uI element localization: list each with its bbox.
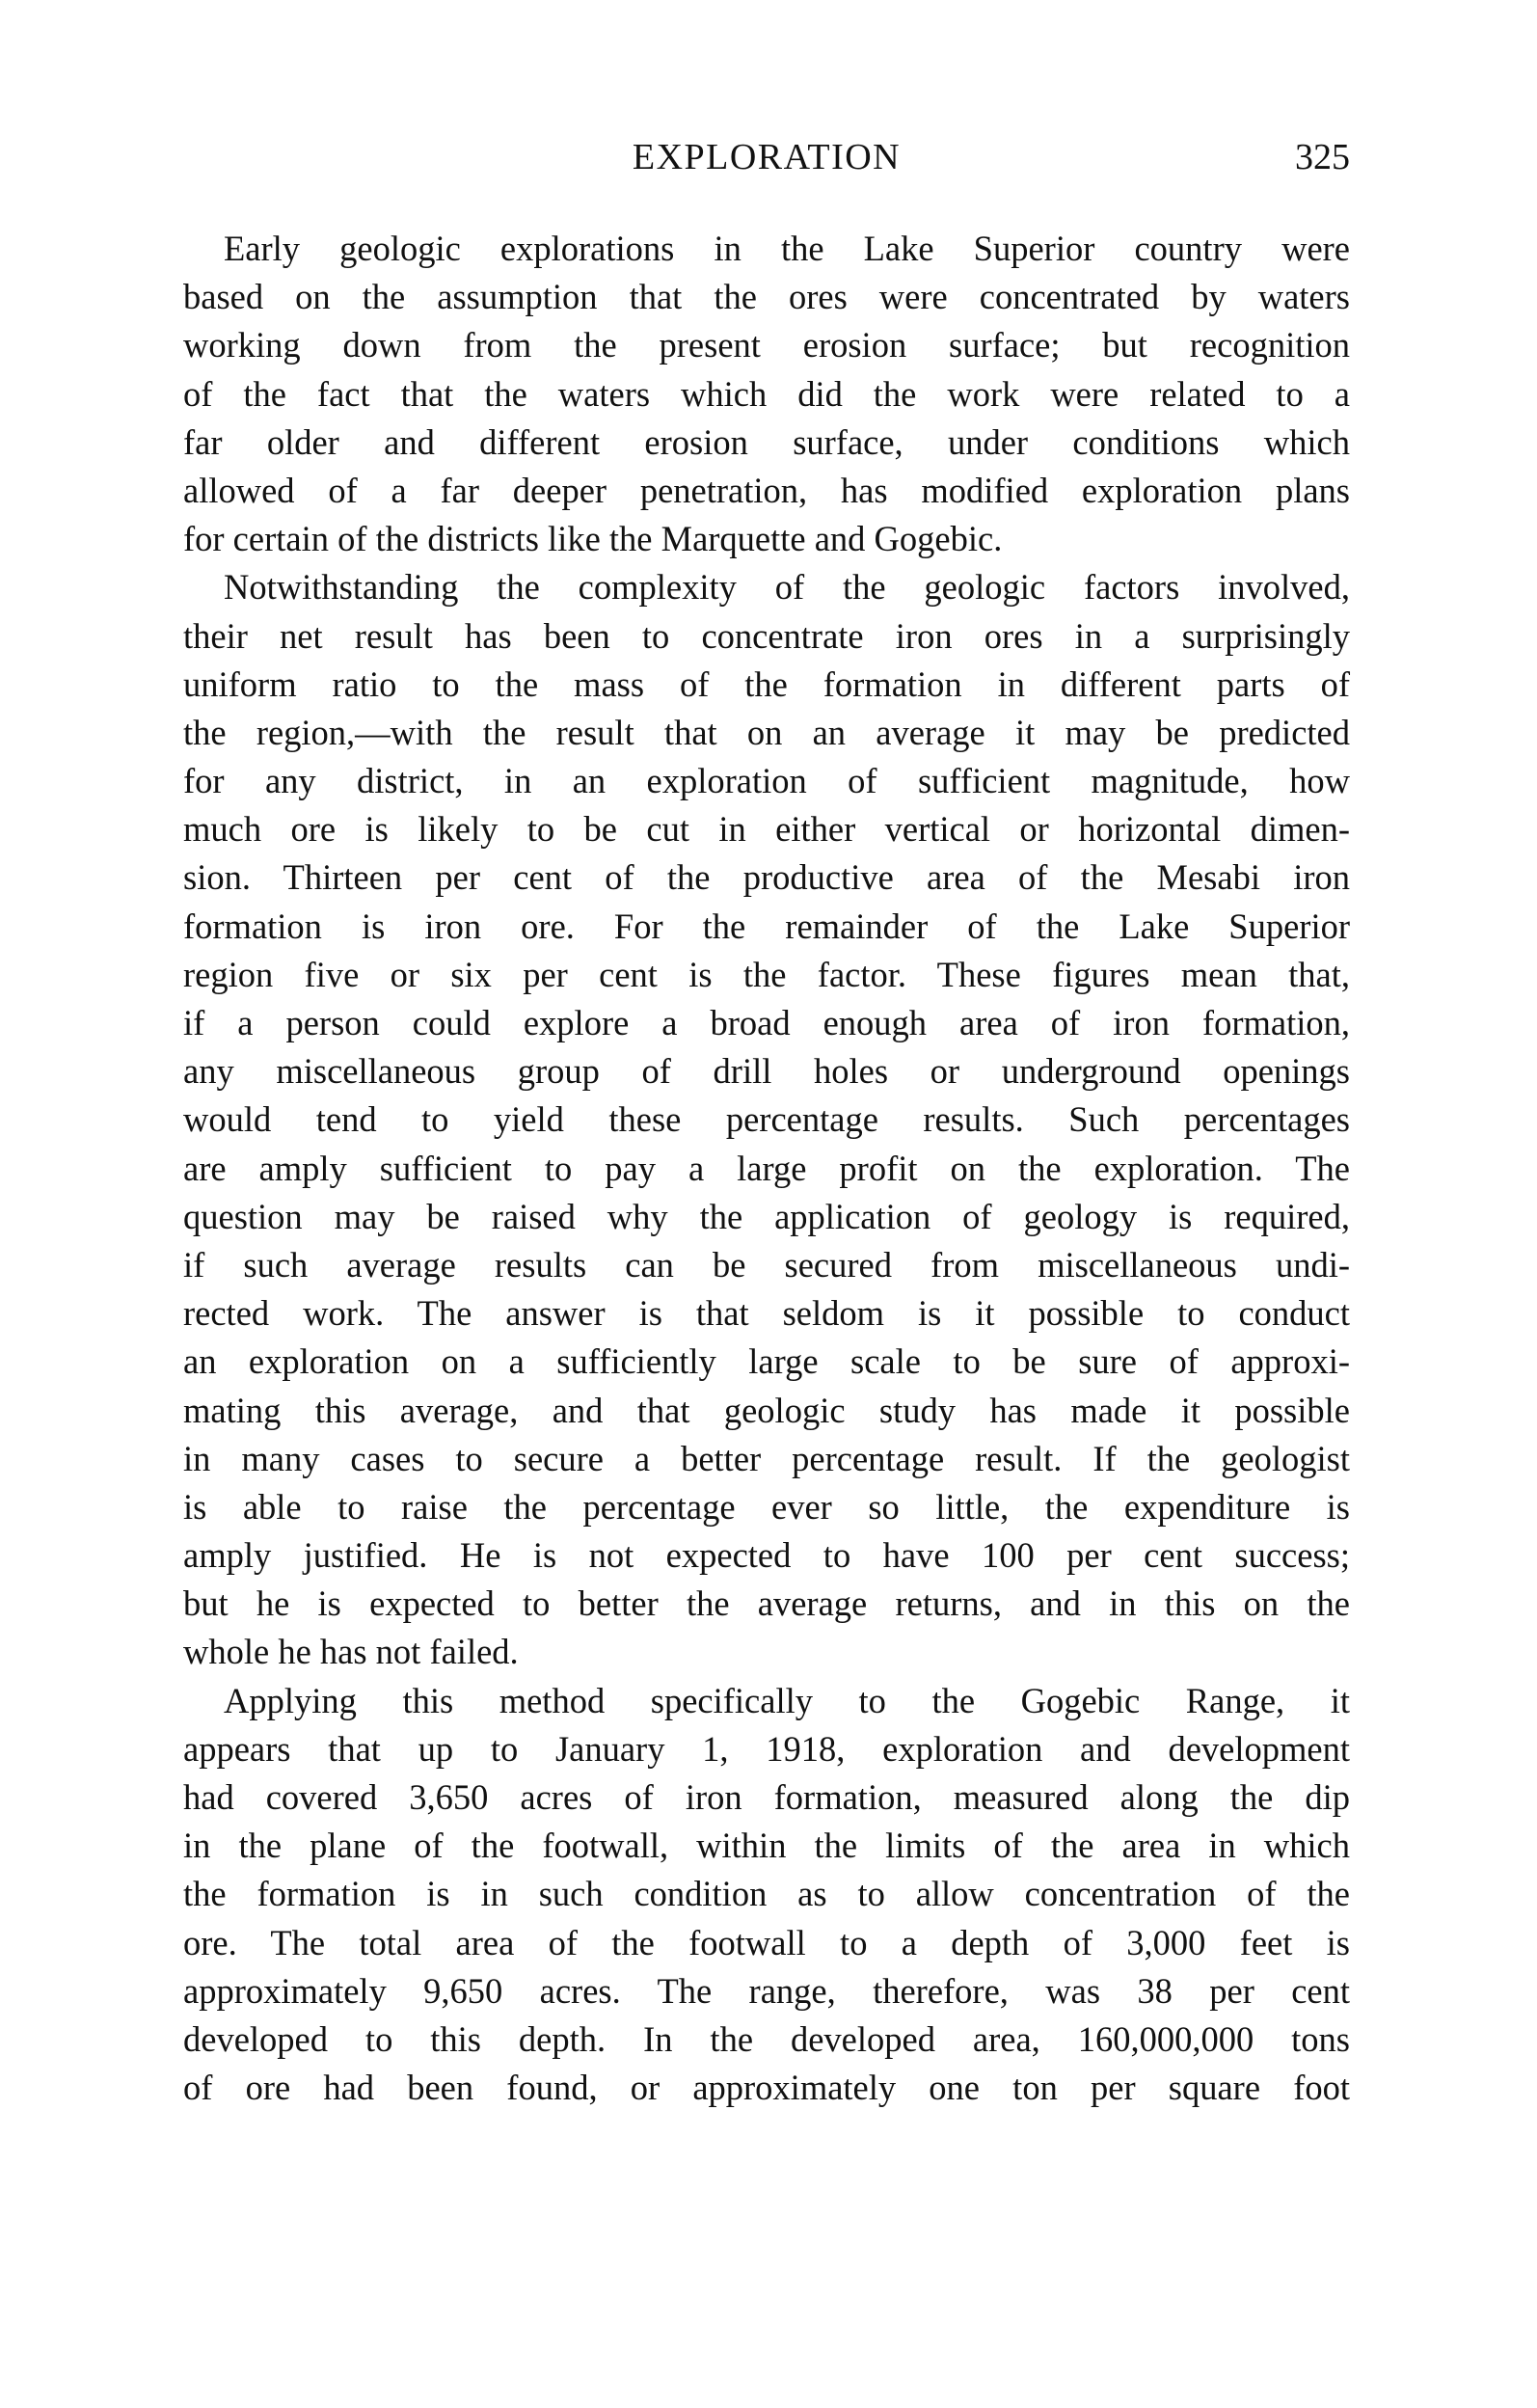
text-line: any miscellaneous group of drill holes or underground openings [183,1051,1350,1092]
text-line: if a person could explore a broad enough area of iron formation, [183,1003,1350,1042]
text-line: but he is expected to better the average returns, and in this on the [183,1583,1350,1624]
text-line: mating this average, and that geologic study has made it possible [183,1390,1350,1430]
body-text [183,225,1350,2112]
text-line: the formation is in such condition as to allow concentration of the [183,1874,1350,1914]
text-line: uniform ratio to the mass of the formation in different parts of [183,663,1350,704]
text-line: the region,—with the result that on an average it may be predicted [183,712,1350,752]
text-line: would tend to yield these percentage results. Such percentages [183,1099,1350,1140]
paragraph-3 [183,1677,1350,2113]
text-line: Notwithstanding the complexity of the geologic factors involved, [224,567,1350,608]
text-line: if such average results can be secured from miscellaneous undi- [183,1244,1350,1285]
text-line: developed to this depth. In the developed area, 160,000,000 tons [183,2018,1350,2059]
running-head [183,133,1350,181]
text-line: had covered 3,650 acres of iron formation, measured along the dip [183,1777,1350,1817]
text-line: region five or six per cent is the factor. These figures mean that, [183,954,1350,994]
text-line: their net result has been to concentrate iron ores in a surprisingly [183,615,1350,656]
text-line: Applying this method specifically to the Gogebic Range, it [224,1680,1350,1720]
text-line: approximately 9,650 acres. The range, therefore, was 38 per cent [183,1970,1350,2011]
text-line: allowed of a far deeper penetration, has modified exploration plans [183,470,1350,510]
text-line: is able to raise the percentage ever so little, the expenditure is [183,1486,1350,1527]
paragraph-2 [183,563,1350,1676]
text-line: much ore is likely to be cut in either vertical or horizontal dimen- [183,809,1350,850]
text-line: for any district, in an exploration of sufficient magnitude, how [183,761,1350,801]
text-line: rected work. The answer is that seldom is it possible to conduct [183,1293,1350,1334]
text-line: Early geologic explorations in the Lake Superior country were [224,229,1350,268]
page-number: 325 [1295,137,1350,177]
text-line: of the fact that the waters which did the work were related to a [183,373,1350,414]
text-line: of ore had been found, or approximately one ton per square foot [183,2068,1350,2108]
text-line: are amply sufficient to pay a large profit on the exploration. The [183,1148,1350,1188]
running-title: EXPLORATION [632,137,902,177]
text-line: formation is iron ore. For the remainder of the Lake Superior [183,906,1350,946]
text-line: whole he has not failed. [183,1632,519,1672]
text-line: ore. The total area of the footwall to a depth of 3,000 feet is [183,1922,1350,1962]
text-line: far older and different erosion surface, under conditions which [183,421,1350,462]
text-line: an exploration on a sufficiently large scale to be sure of approxi- [183,1341,1350,1382]
paragraph-1 [183,225,1350,563]
text-line: sion. Thirteen per cent of the productive area of the Mesabi iron [183,857,1350,898]
text-line: amply justified. He is not expected to have 100 per cent success; [183,1535,1350,1576]
text-line: for certain of the districts like the Marquette and Gogebic. [183,519,1003,559]
text-line: working down from the present erosion surface; but recognition [183,325,1350,365]
text-line: question may be raised why the application of geology is required, [183,1196,1350,1236]
text-line: based on the assumption that the ores were concentrated by waters [183,277,1350,317]
text-line: in the plane of the footwall, within the limits of the area in which [183,1826,1350,1866]
text-line: appears that up to January 1, 1918, exploration and development [183,1728,1350,1769]
text-line: in many cases to secure a better percentage result. If the geologist [183,1438,1350,1478]
